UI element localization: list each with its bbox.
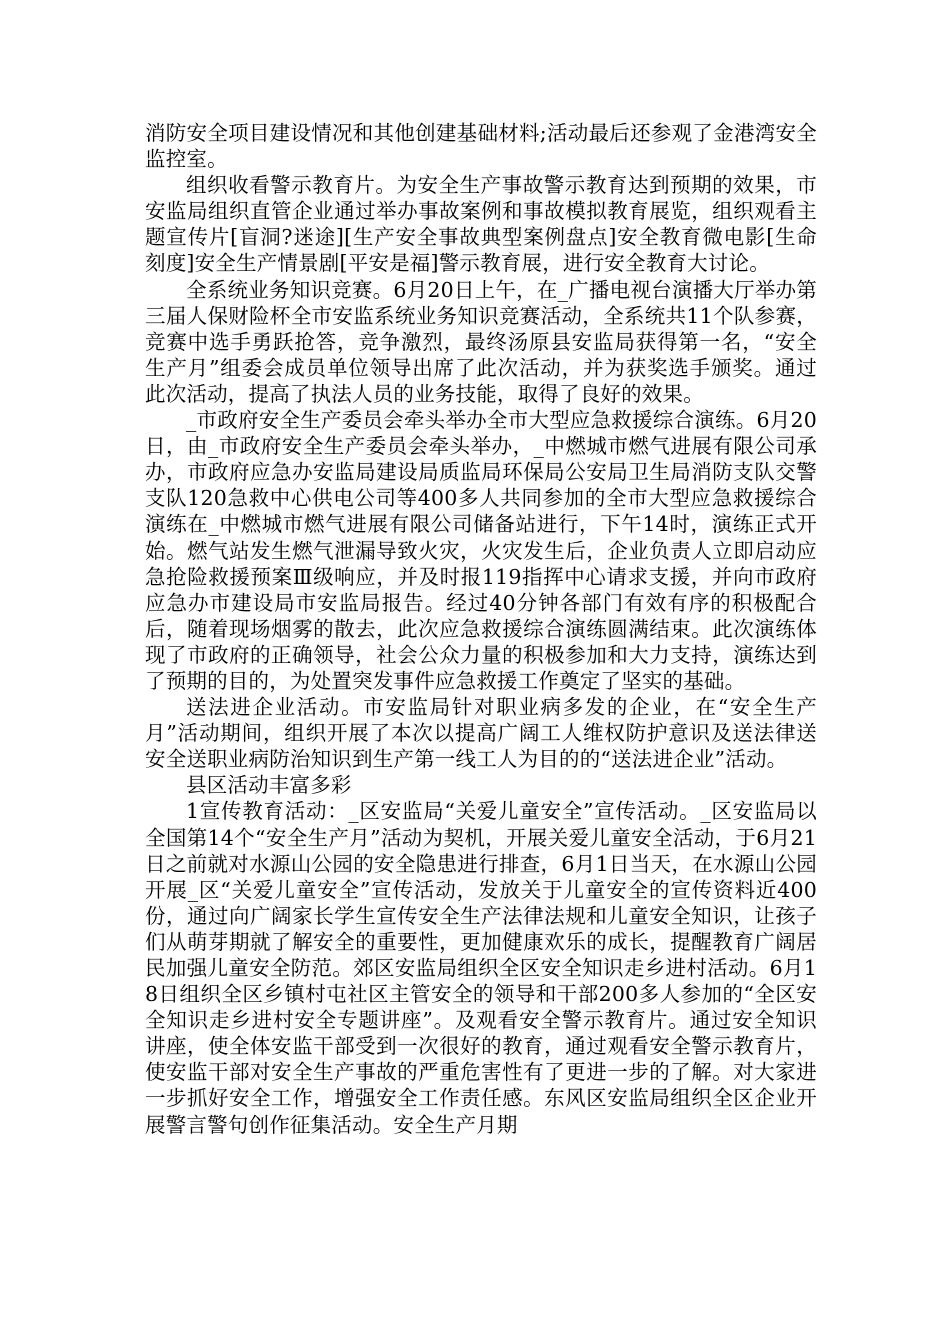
paragraph-3: 全系统业务知识竞赛。6月20日上午，在_广播电视台演播大厅举办第三届人保财险杯全市安监系统业务知识竞赛活动，全系统共11个队参赛，竞赛中选手勇跃抢答，竞争激烈，最终汤原县安监局获得第一名，“安全生产月”组委会成员单位领导出席了此次活动，并为获奖选手颁奖。通过此次活动，提高了执法人员的业务技能，取得了良好的效果。 bbox=[145, 277, 817, 406]
paragraph-5: 送法进企业活动。市安监局针对职业病多发的企业，在“安全生产月”活动期间，组织开展了本次以提高广阔工人维权防护意识及送法律送安全送职业病防治知识到生产第一线工人为目的的“送法进企业”活动。 bbox=[145, 695, 817, 772]
paragraph-2: 组织收看警示教育片。为安全生产事故警示教育达到预期的效果，市安监局组织直管企业通过举办事故案例和事故模拟教育展览，组织观看主题宣传片[盲洞?迷途][生产安全事故典型案例盘点]安全教育微电影[生命刻度]安全生产情景剧[平安是福]警示教育展，进行安全教育大讨论。 bbox=[145, 173, 817, 276]
paragraph-7: 1宣传教育活动：_区安监局“关爱儿童安全”宣传活动。_区安监局以全国第14个“安全生产月”活动为契机，开展关爱儿童安全活动，于6月21日之前就对水源山公园的安全隐患进行排查，6月1日当天，在水源山公园开展_区“关爱儿童安全”宣传活动，发放关于儿童安全的宣传资料近400份，通过向广阔家长学生宣传安全生产法律法规和儿童安全知识，让孩子们从萌芽期就了解安全的重要性，更加健康欢乐的成长，提醒教育广阔居民加强儿童安全防范。郊区安监局组织全区安全知识走乡进村活动。6月18日组织全区乡镇村屯社区主管安全的领导和干部200多人参加的“全区安全知识走乡进村安全专题讲座”。及观看安全警示教育片。通过安全知识讲座，使全体安监干部受到一次很好的教育，通过观看安全警示教育片，使安监干部对安全生产事故的严重危害性有了更进一步的了解。对大家进一步抓好安全工作，增强安全工作责任感。东风区安监局组织全区企业开展警言警句创作征集活动。安全生产月期 bbox=[145, 799, 817, 1137]
paragraph-4: _市政府安全生产委员会牵头举办全市大型应急救援综合演练。6月20日，由_市政府安全生产委员会牵头举办，_中燃城市燃气进展有限公司承办，市政府应急办安监局建设局质监局环保局公安局卫生局消防支队交警支队120急救中心供电公司等400多人共同参加的全市大型应急救援综合演练在_中燃城市燃气进展有限公司储备站进行，下午14时，演练正式开始。燃气站发生燃气泄漏导致火灾，火灾发生后，企业负责人立即启动应急抢险救援预案Ⅲ级响应，并及时报119指挥中心请求支援，并向市政府应急办市建设局市安监局报告。经过40分钟各部门有效有序的积极配合后，随着现场烟雾的散去，此次应急救援综合演练圆满结束。此次演练体现了市政府的正确领导，社会公众力量的积极参加和大力支持，演练达到了预期的目的，为处置突发事件应急救援工作奠定了坚实的基础。 bbox=[145, 408, 817, 693]
paragraph-1: 消防安全项目建设情况和其他创建基础材料;活动最后还参观了金港湾安全监控室。 bbox=[145, 121, 817, 172]
document-body bbox=[145, 120, 817, 1138]
section-heading: 县区活动丰富多彩 bbox=[186, 773, 352, 798]
